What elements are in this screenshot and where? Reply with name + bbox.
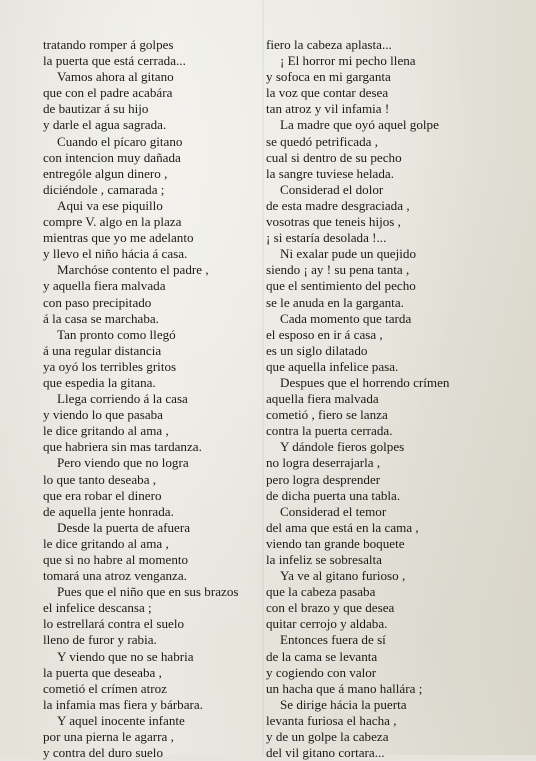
- right-verse-line: se le anuda en la garganta.: [266, 294, 404, 310]
- left-verse-line: Tan pronto como llegó: [57, 326, 176, 342]
- left-verse-line: el infelice descansa ;: [43, 600, 152, 616]
- right-verse-line: siendo ¡ ay ! su pena tanta ,: [266, 262, 410, 278]
- right-verse-line: Considerad el temor: [280, 503, 387, 519]
- left-verse-line: le dice gritando al ama ,: [43, 423, 169, 439]
- right-verse-line: Ya ve al gitano furioso ,: [280, 568, 406, 584]
- left-verse-line: á la casa se marchaba.: [43, 310, 159, 326]
- page-fold-shadow: [262, 0, 264, 755]
- right-verse-line: la voz que contar desea: [266, 85, 389, 101]
- left-verse-line: de aquella jente honrada.: [43, 503, 174, 519]
- right-verse-line: no logra deserrajarla ,: [266, 455, 381, 471]
- right-verse-line: contra la puerta cerrada.: [266, 423, 393, 439]
- left-verse-line: ya oyó los terribles gritos: [43, 358, 177, 374]
- left-verse-line: lo estrellará contra el suelo: [43, 616, 185, 632]
- right-verse-line: y de un golpe la cabeza: [266, 729, 389, 745]
- left-verse-line: que espedia la gitana.: [43, 374, 156, 390]
- right-verse-line: de la cama se levanta: [266, 648, 378, 664]
- left-verse-line: le dice gritando al ama ,: [43, 535, 169, 551]
- right-verse-line: Cada momento que tarda: [280, 310, 412, 326]
- right-verse-line: y sofoca en mi garganta: [266, 69, 391, 85]
- left-verse-line: tratando romper á golpes: [43, 37, 174, 52]
- right-verse-line: vosotras que teneis hijos ,: [266, 214, 401, 230]
- left-verse-line: y darle el agua sagrada.: [43, 117, 167, 133]
- left-verse-line: y viendo lo que pasaba: [43, 407, 163, 423]
- right-verse-line: es un siglo dilatado: [266, 342, 368, 358]
- right-verse-line: cometió , fiero se lanza: [266, 407, 388, 423]
- right-verse-line: Despues que el horrendo crímen: [280, 374, 450, 390]
- left-verse-line: lo que tanto deseaba ,: [43, 471, 157, 487]
- right-verse-line: ¡ si estaría desolada !...: [266, 230, 387, 246]
- left-verse-line: Vamos ahora al gitano: [57, 69, 174, 85]
- left-verse-line: Llega corriendo á la casa: [57, 391, 188, 407]
- right-verse-line: aquella fiera malvada: [266, 391, 379, 407]
- left-verse-line: Aqui va ese piquillo: [57, 197, 163, 213]
- left-verse-line: que con el padre acabára: [43, 85, 173, 101]
- right-verse-line: con el brazo y que desea: [266, 600, 395, 616]
- left-verse-line: Desde la puerta de afuera: [57, 519, 191, 535]
- left-verse-line: Y viendo que no se habria: [57, 648, 194, 664]
- left-verse-line: con intencion muy dañada: [43, 149, 181, 165]
- right-verse-line: viendo tan grande boquete: [266, 535, 405, 551]
- right-verse-line: que el sentimiento del pecho: [266, 278, 416, 294]
- right-verse-line: que la cabeza pasaba: [266, 584, 376, 600]
- right-verse-line: Y dándole fieros golpes: [280, 439, 405, 455]
- right-verse-line: La madre que oyó aquel golpe: [280, 117, 439, 133]
- right-verse-line: ¡ El horror mi pecho llena: [280, 53, 416, 69]
- left-verse-line: por una pierna le agarra ,: [43, 729, 174, 745]
- left-verse-line: Cuando el pícaro gitano: [57, 133, 183, 149]
- right-verse-line: la sangre tuviese helada.: [266, 165, 394, 181]
- left-verse-line: la puerta que deseaba ,: [43, 664, 162, 680]
- right-verse-line: tan atroz y vil infamia !: [266, 101, 390, 117]
- left-verse-line: la puerta que está cerrada...: [43, 53, 186, 69]
- left-verse-line: diciéndole , camarada ;: [43, 181, 165, 197]
- right-verse-line: la infeliz se sobresalta: [266, 552, 382, 567]
- left-verse-line: compre V. algo en la plaza: [43, 214, 182, 230]
- right-verse-line: Ni exalar pude un quejido: [280, 246, 416, 262]
- left-verse-line: Pero viendo que no logra: [57, 455, 189, 471]
- right-verse-line: de dicha puerta una tabla.: [266, 487, 401, 503]
- right-verse-line: que aquella infelice pasa.: [266, 358, 399, 374]
- left-verse-line: con paso precipitado: [43, 294, 152, 310]
- left-verse-line: cometió el crímen atroz: [43, 680, 167, 696]
- right-verse-line: y cogiendo con valor: [266, 664, 377, 680]
- right-verse-line: fiero la cabeza aplasta...: [266, 37, 392, 52]
- left-verse-line: entrególe algun dinero ,: [43, 165, 168, 181]
- right-verse-line: quitar cerrojo y aldaba.: [266, 616, 388, 632]
- right-verse-line: un hacha que á mano hallára ;: [266, 680, 423, 696]
- right-verse-line: Entonces fuera de sí: [280, 632, 386, 648]
- right-text-column: [266, 37, 449, 761]
- left-verse-line: mientras que yo me adelanto: [43, 230, 194, 246]
- right-verse-line: del vil gitano cortara...: [266, 745, 385, 761]
- left-verse-line: y aquella fiera malvada: [43, 278, 166, 294]
- left-verse-line: Marchóse contento el padre ,: [57, 262, 209, 278]
- left-verse-line: la infamia mas fiera y bárbara.: [43, 696, 203, 712]
- right-verse-line: del ama que está en la cama ,: [266, 519, 419, 535]
- left-verse-line: y contra del duro suelo: [43, 745, 163, 761]
- left-verse-line: y llevo el niño hácia á casa.: [43, 246, 188, 262]
- left-verse-line: á una regular distancia: [43, 342, 162, 358]
- left-verse-line: de bautizar á su hijo: [43, 101, 149, 117]
- right-verse-line: pero logra desprender: [266, 471, 381, 487]
- left-verse-line: Pues que el niño que en sus brazos: [57, 584, 239, 600]
- left-verse-line: que habriera sin mas tardanza.: [43, 439, 202, 455]
- right-verse-line: de esta madre desgraciada ,: [266, 197, 410, 213]
- left-text-column: [43, 37, 238, 761]
- right-verse-line: cual si dentro de su pecho: [266, 149, 402, 165]
- right-verse-line: Considerad el dolor: [280, 181, 384, 197]
- left-verse-line: que era robar el dinero: [43, 487, 162, 503]
- left-verse-line: que si no habre al momento: [43, 552, 189, 567]
- left-verse-line: Y aquel inocente infante: [57, 712, 185, 728]
- right-verse-line: levanta furiosa el hacha ,: [266, 712, 397, 728]
- left-verse-line: lleno de furor y rabia.: [43, 632, 157, 648]
- left-verse-line: tomará una atroz venganza.: [43, 568, 187, 584]
- right-verse-line: Se dirige hácia la puerta: [280, 696, 407, 712]
- right-verse-line: el esposo en ir á casa ,: [266, 326, 383, 342]
- right-verse-line: se quedó petrificada ,: [266, 133, 378, 149]
